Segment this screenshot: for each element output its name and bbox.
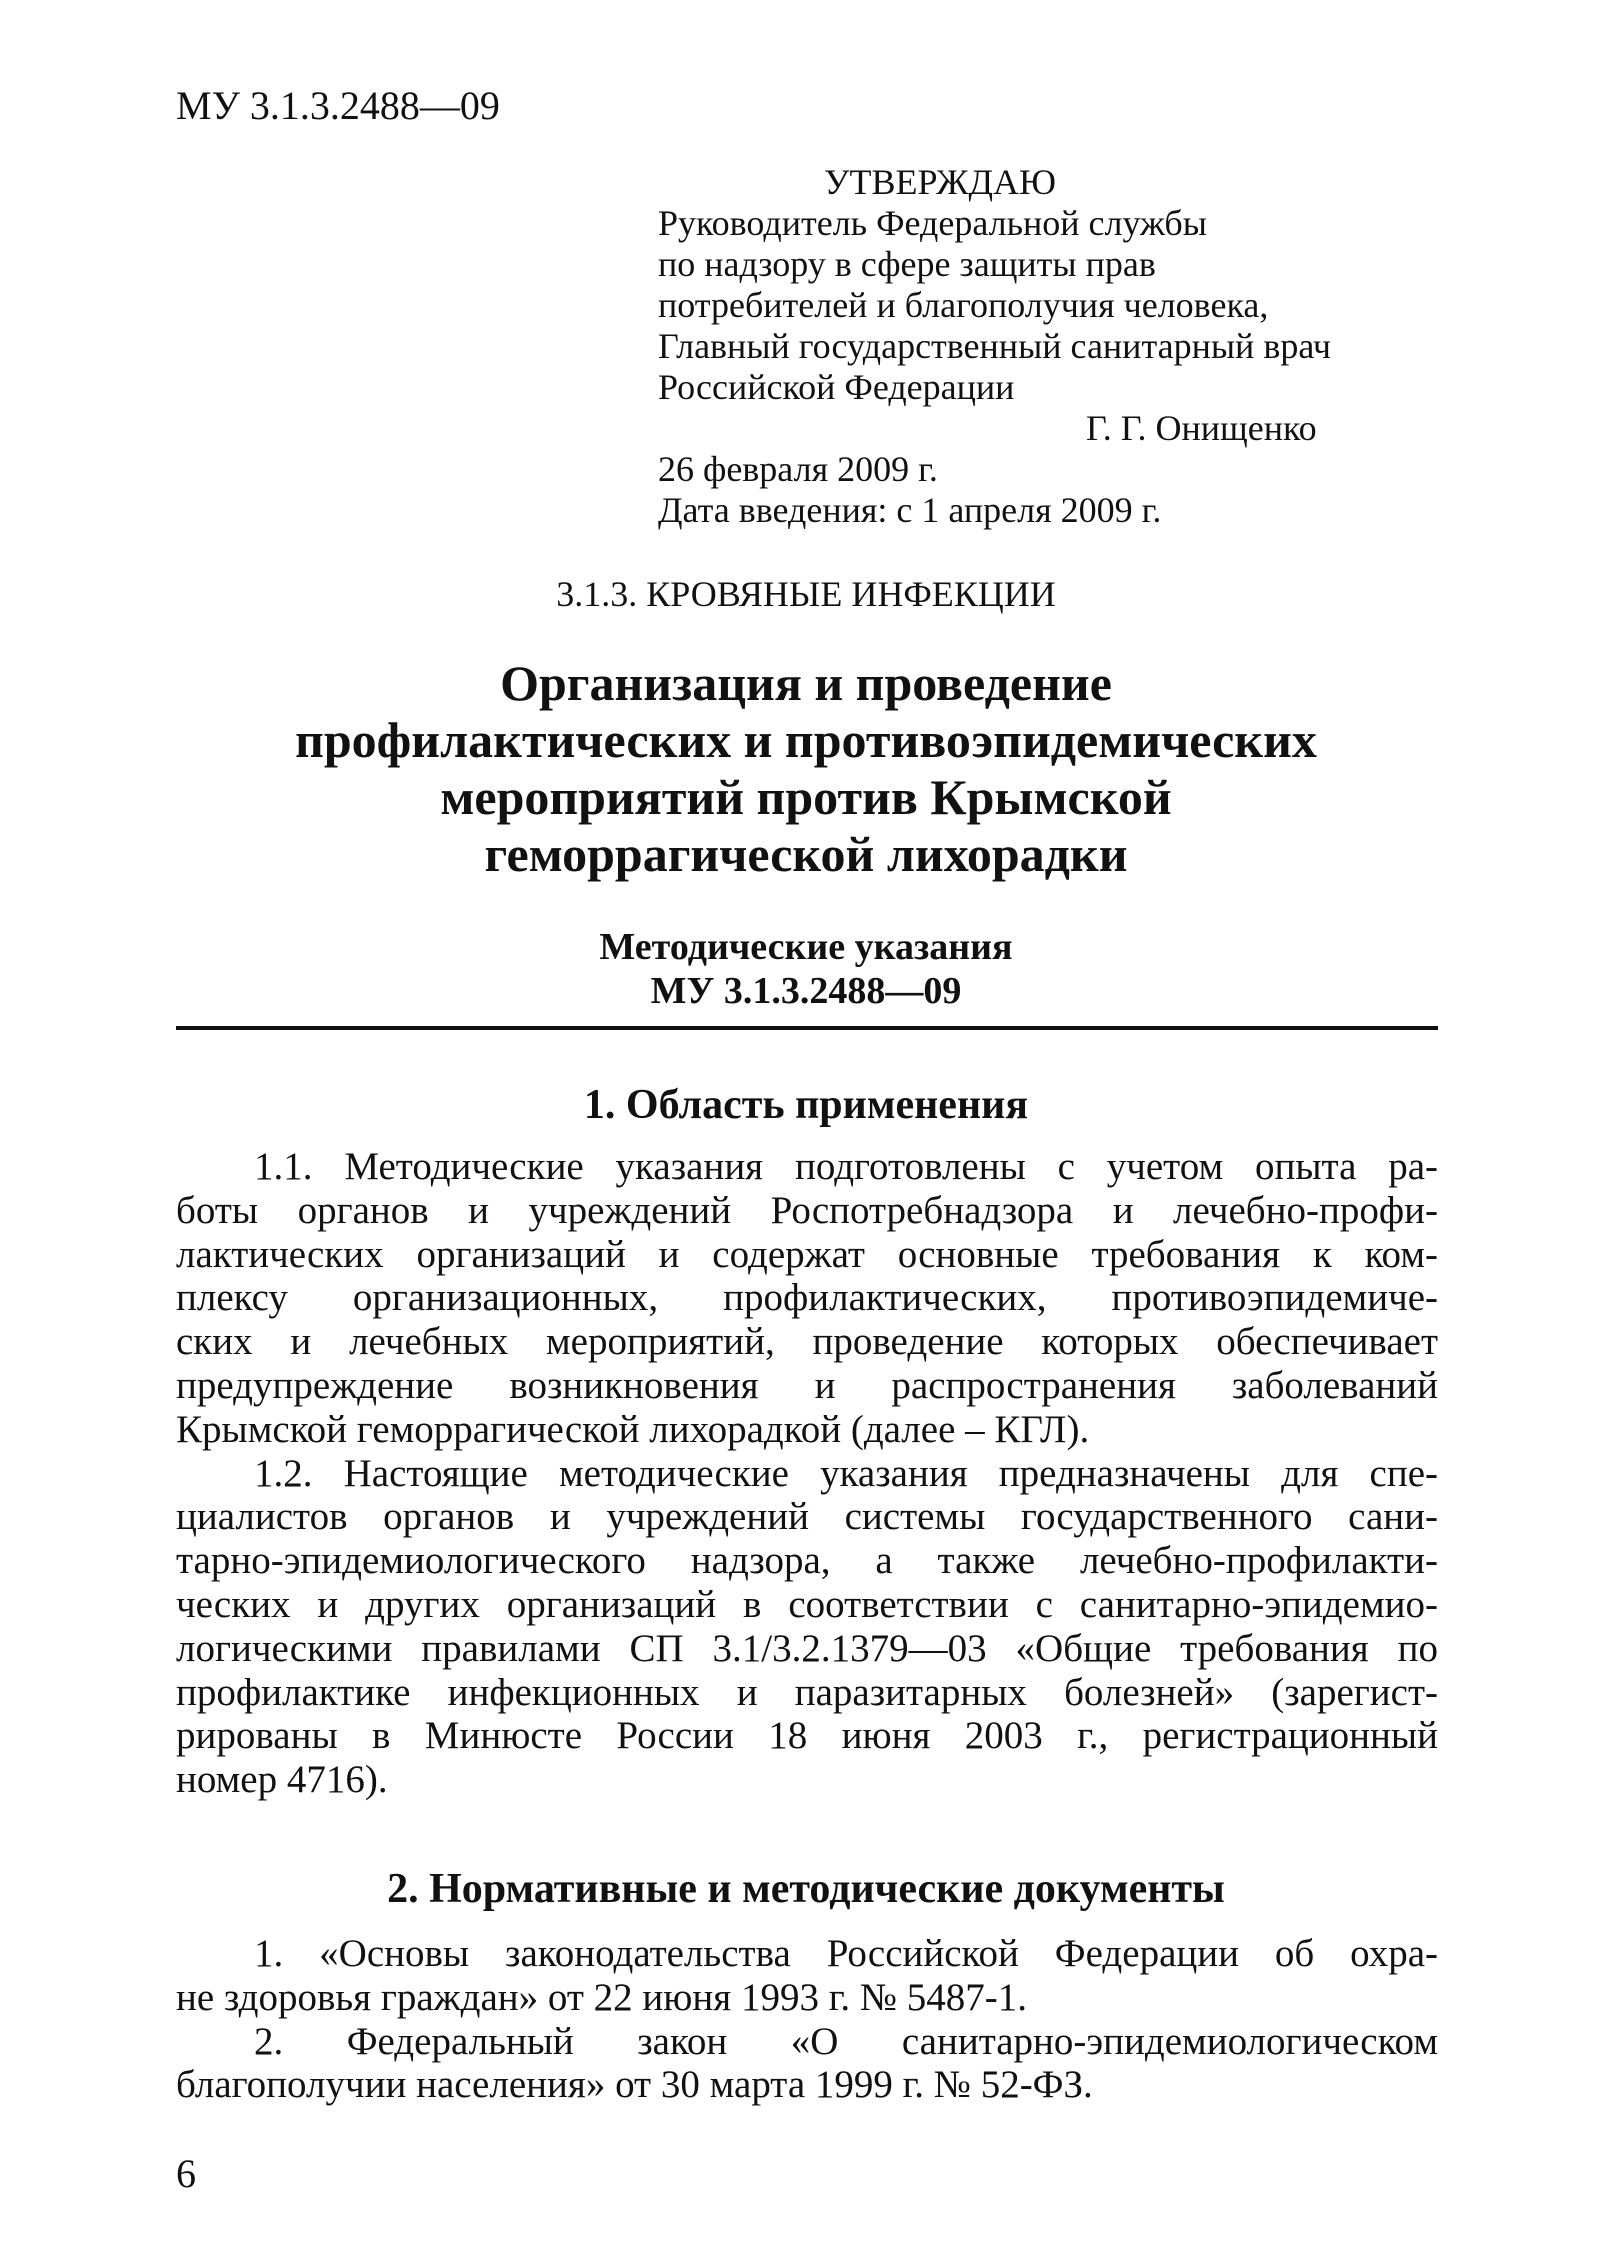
paragraph-line: 1. «Основы законодательства Российской Федерации об охра-	[254, 1932, 1438, 1975]
approval-line: по надзору в сфере защиты прав	[658, 244, 1156, 284]
paragraph-line: не здоровья граждан» от 22 июня 1993 г. № 5487-1.	[176, 1975, 1028, 2019]
title-line: Организация и проведение	[500, 655, 1112, 711]
approval-heading: УТВЕРЖДАЮ	[824, 162, 1057, 202]
approval-signer: Г. Г. Онищенко	[1086, 408, 1317, 448]
paragraph-line: рированы в Минюсте России 18 июня 2003 г., регистрационный	[176, 1714, 1438, 1758]
paragraph-line: благополучии населения» от 30 марта 1999 г. № 52-ФЗ.	[176, 2063, 1093, 2107]
approval-block	[658, 162, 1418, 531]
title-line: геморрагической лихорадки	[484, 826, 1128, 882]
paragraph-line: ческих и других организаций в соответствии с санитарно-эпидемио-	[176, 1582, 1438, 1626]
paragraph-line: Крымской геморрагической лихорадкой (далее – КГЛ).	[176, 1407, 1090, 1451]
section-2-heading: 2. Нормативные и методические документы	[387, 1866, 1225, 1912]
paragraph-line: логическими правилами СП 3.1/3.2.1379—03 «Общие требования по	[176, 1626, 1438, 1670]
paragraph-line: 1.2. Настоящие методические указания предназначены для спе-	[254, 1451, 1438, 1495]
approval-line: Руководитель Федеральной службы	[658, 203, 1207, 243]
document-title	[176, 655, 1436, 883]
section-2-body	[176, 1932, 1438, 2107]
effective-date: Дата введения: с 1 апреля 2009 г.	[658, 490, 1162, 530]
approval-line: потребителей и благополучия человека,	[658, 285, 1269, 325]
title-line: профилактических и противоэпидемических	[295, 712, 1317, 768]
section-1-body	[176, 1145, 1438, 1802]
document-type-label: Методические указания	[599, 926, 1013, 968]
paragraph-line: плексу организационных, профилактических, противоэпидемиче-	[176, 1276, 1438, 1320]
paragraph-line: профилактике инфекционных и паразитарных болезней» (зарегист-	[176, 1670, 1438, 1714]
horizontal-divider	[176, 1026, 1438, 1030]
paragraph-line: циалистов органов и учреждений системы государственного сани-	[176, 1495, 1438, 1539]
paragraph-line: 2. Федеральный закон «О санитарно-эпидемиологическом	[254, 2019, 1438, 2063]
paragraph-line: боты органов и учреждений Роспотребнадзора и лечебно-профи-	[176, 1188, 1438, 1232]
paragraph-line: тарно-эпидемиологического надзора, а также лечебно-профилакти-	[176, 1539, 1438, 1583]
document-code-header: МУ 3.1.3.2488—09	[176, 83, 500, 128]
section-1-heading: 1. Область применения	[583, 1082, 1029, 1128]
paragraph-line: номер 4716).	[176, 1758, 388, 1802]
paragraph-line: ских и лечебных мероприятий, проведение которых обеспечивает	[176, 1320, 1438, 1364]
approval-line: Главный государственный санитарный врач	[658, 326, 1331, 366]
document-type	[176, 925, 1436, 1013]
title-line: мероприятий против Крымской	[440, 769, 1172, 825]
approval-date: 26 февраля 2009 г.	[658, 449, 938, 489]
page-number: 6	[176, 2151, 196, 2196]
document-type-code: МУ 3.1.3.2488—09	[650, 970, 962, 1012]
paragraph-line: 1.1. Методические указания подготовлены с учетом опыта ра-	[254, 1145, 1438, 1188]
document-category: 3.1.3. КРОВЯНЫЕ ИНФЕКЦИИ	[556, 574, 1056, 614]
approval-line: Российской Федерации	[658, 367, 1015, 407]
paragraph-line: лактических организаций и содержат основные требования к ком-	[176, 1232, 1438, 1276]
paragraph-line: предупреждение возникновения и распространения заболеваний	[176, 1363, 1438, 1407]
